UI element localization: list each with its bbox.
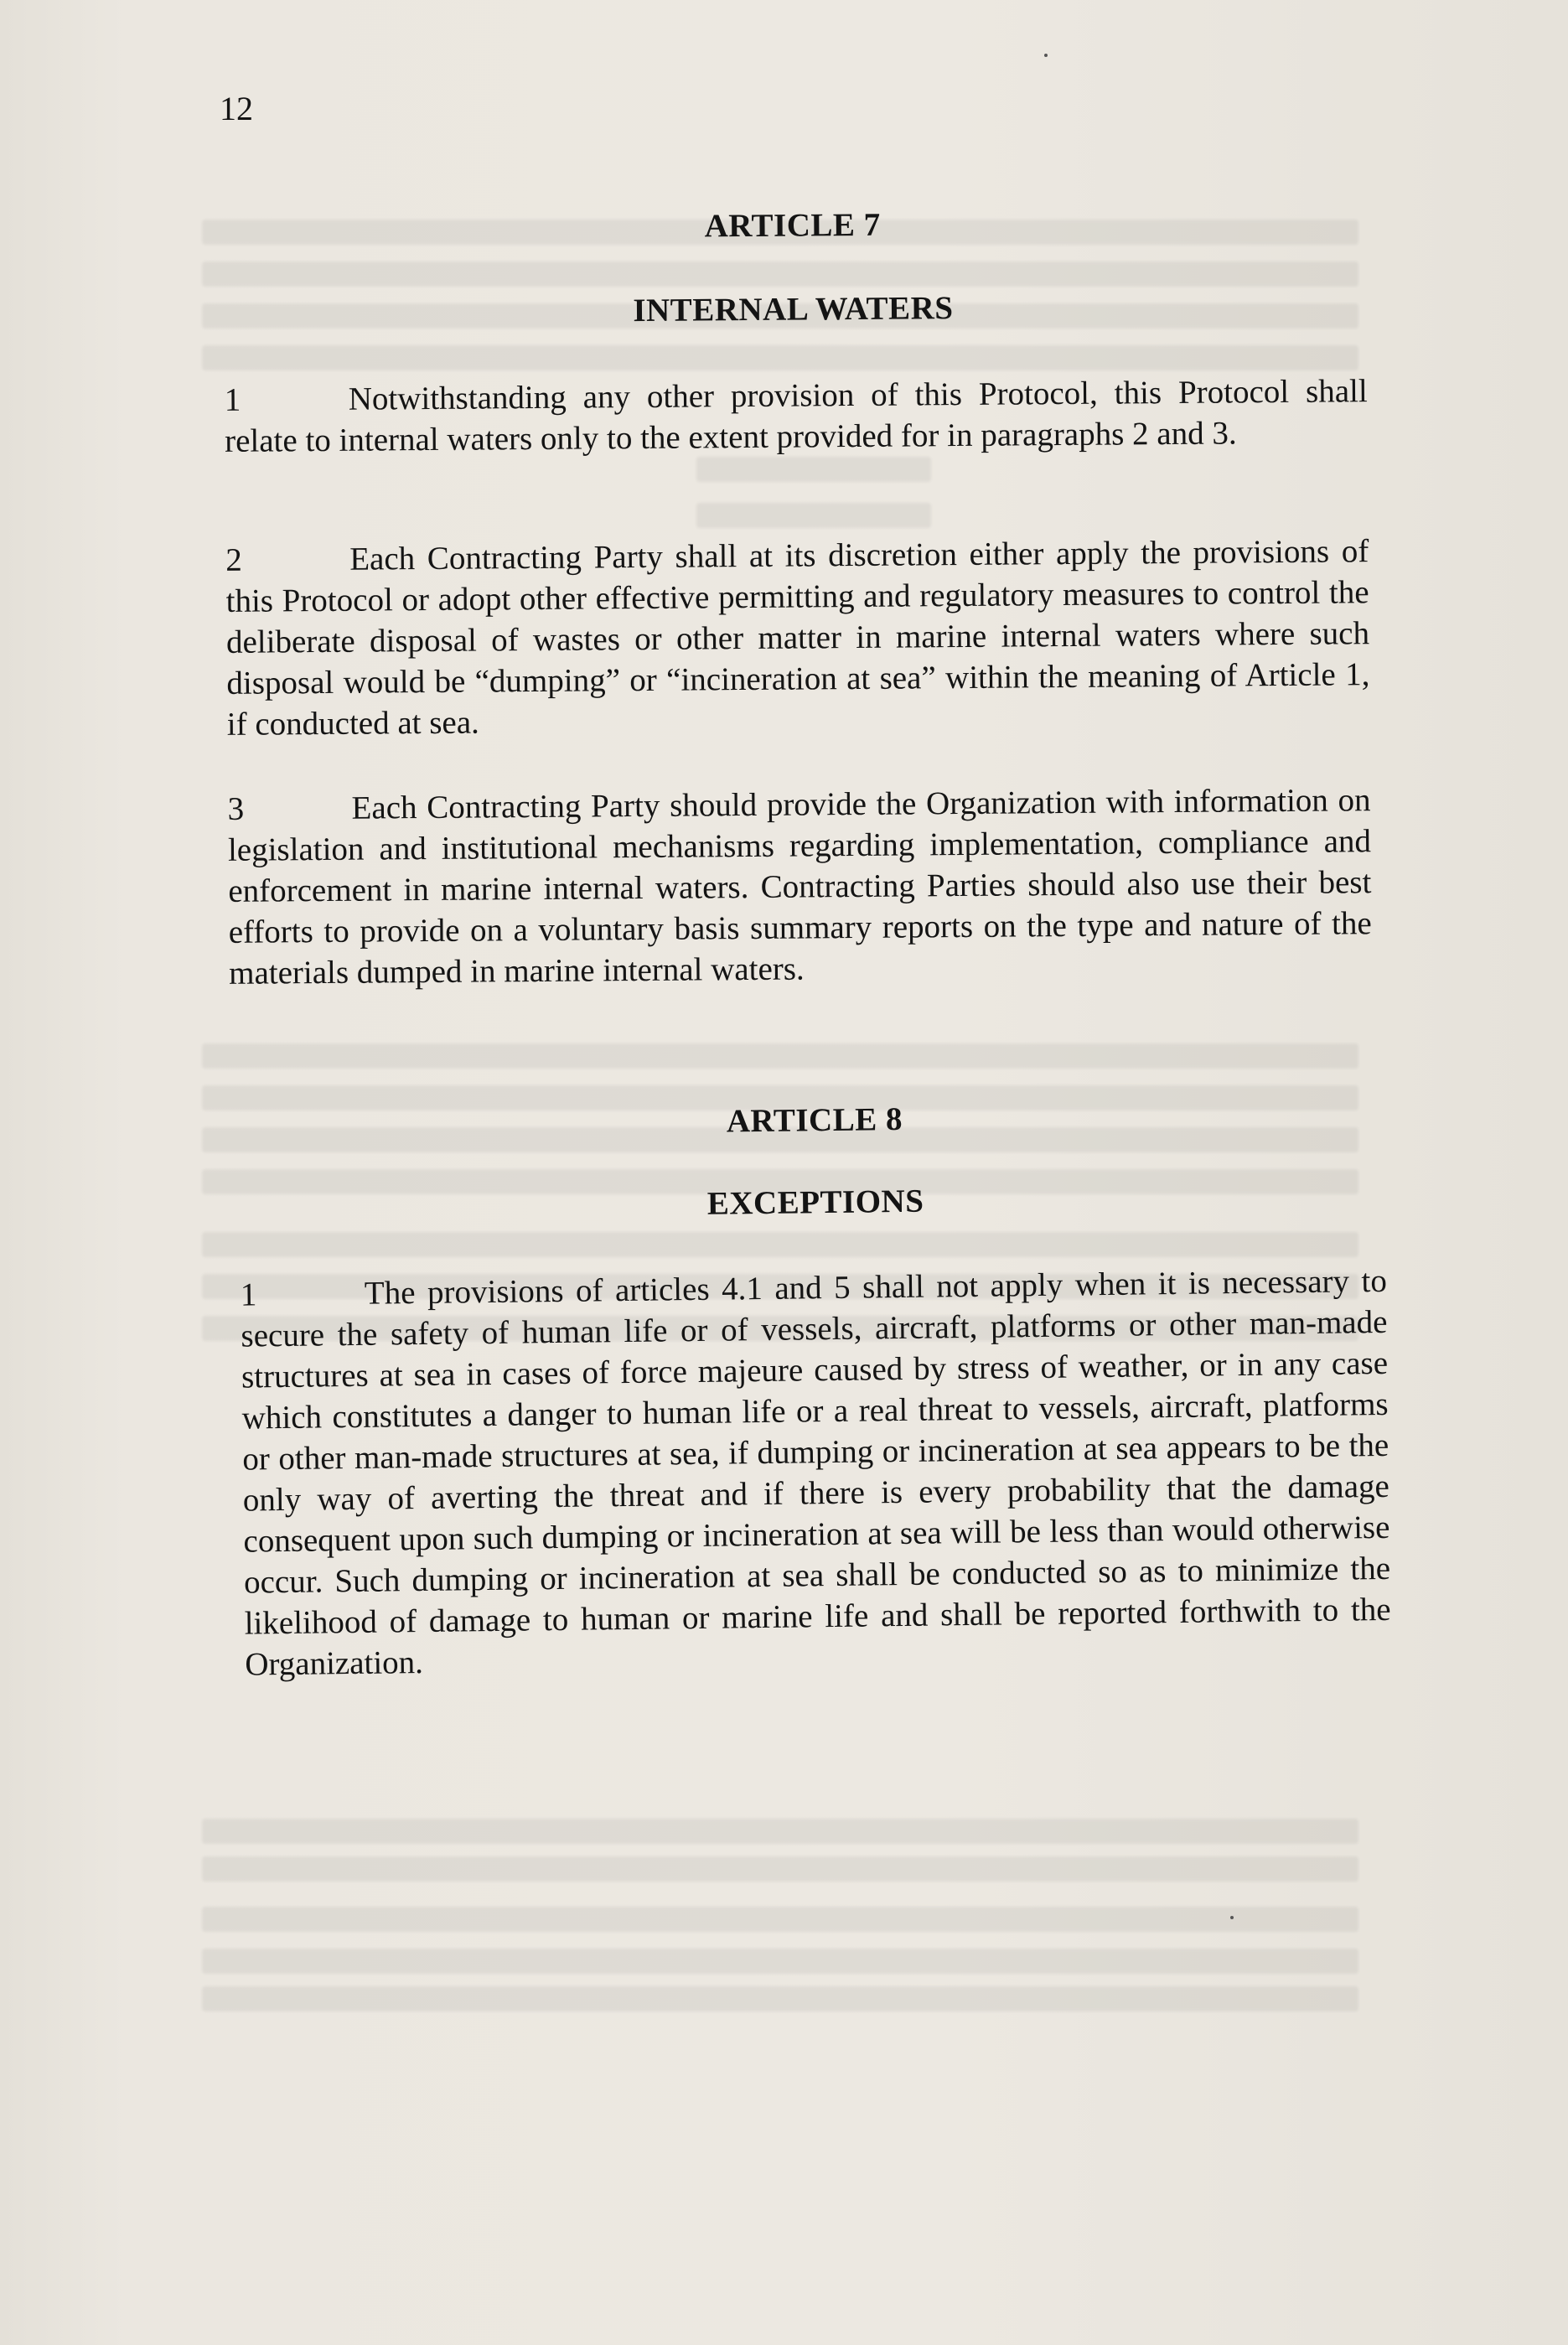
paper-speck (1044, 54, 1048, 57)
paragraph (225, 370, 1369, 462)
paragraph (227, 779, 1372, 994)
page-number: 12 (220, 90, 253, 127)
article-title: ARTICLE 8 (726, 1100, 903, 1140)
paragraph-number: 2 (225, 541, 242, 578)
paragraph-text: Each Contracting Party shall at its discretion either apply the provisions of this Protocol or adopt other effective permitting and regulatory measures to control the deliberate disposal of wastes or other matter in marine internal waters where such disposal would be “dumping” or “incineration at sea” within the meaning of Article 1, if conducted at sea. (225, 533, 1370, 743)
paragraph-number: 3 (227, 790, 245, 827)
paragraph-text: Each Contracting Party should provide the Organization with information on legislation and institutional mechanisms regarding implementation, compliance and enforcement in marine internal waters. Contracting Parties should also use their best efforts to provide on a voluntary basis summary reports on the type and nature of the materials dumped in marine internal waters. (227, 782, 1372, 991)
paragraph-text: The provisions of articles 4.1 and 5 shall not apply when it is necessary to secure the safety of human life or of vessels, aircraft, platforms or other man-made structures at sea in cases of force majeure caused by stress of weather, or in any case which constitutes a danger to human life or a real threat to vessels, aircraft, platforms or other man-made structures at sea, if dumping or incineration at sea appears to be the only way of averting the threat and if there is every probability that the damage consequent upon such dumping or incineration at sea will be less than would otherwise occur. Such dumping or incineration at sea shall be conducted so as to minimize the likelihood of damage to human or marine life and shall be reported forthwith to the Organization. (241, 1262, 1391, 1683)
article-subtitle: INTERNAL WATERS (633, 290, 954, 329)
paragraph-text: Notwithstanding any other provision of this Protocol, this Protocol shall relate to internal waters only to the extent provided for in paragraphs 2 and 3. (224, 373, 1368, 459)
article-title: ARTICLE 7 (704, 206, 881, 245)
article-subtitle: EXCEPTIONS (706, 1183, 924, 1222)
paragraph (225, 531, 1370, 745)
paragraph (241, 1261, 1392, 1685)
paragraph-number: 1 (224, 381, 241, 418)
paper-speck (1230, 1916, 1234, 1919)
paragraph-number: 1 (240, 1276, 257, 1313)
